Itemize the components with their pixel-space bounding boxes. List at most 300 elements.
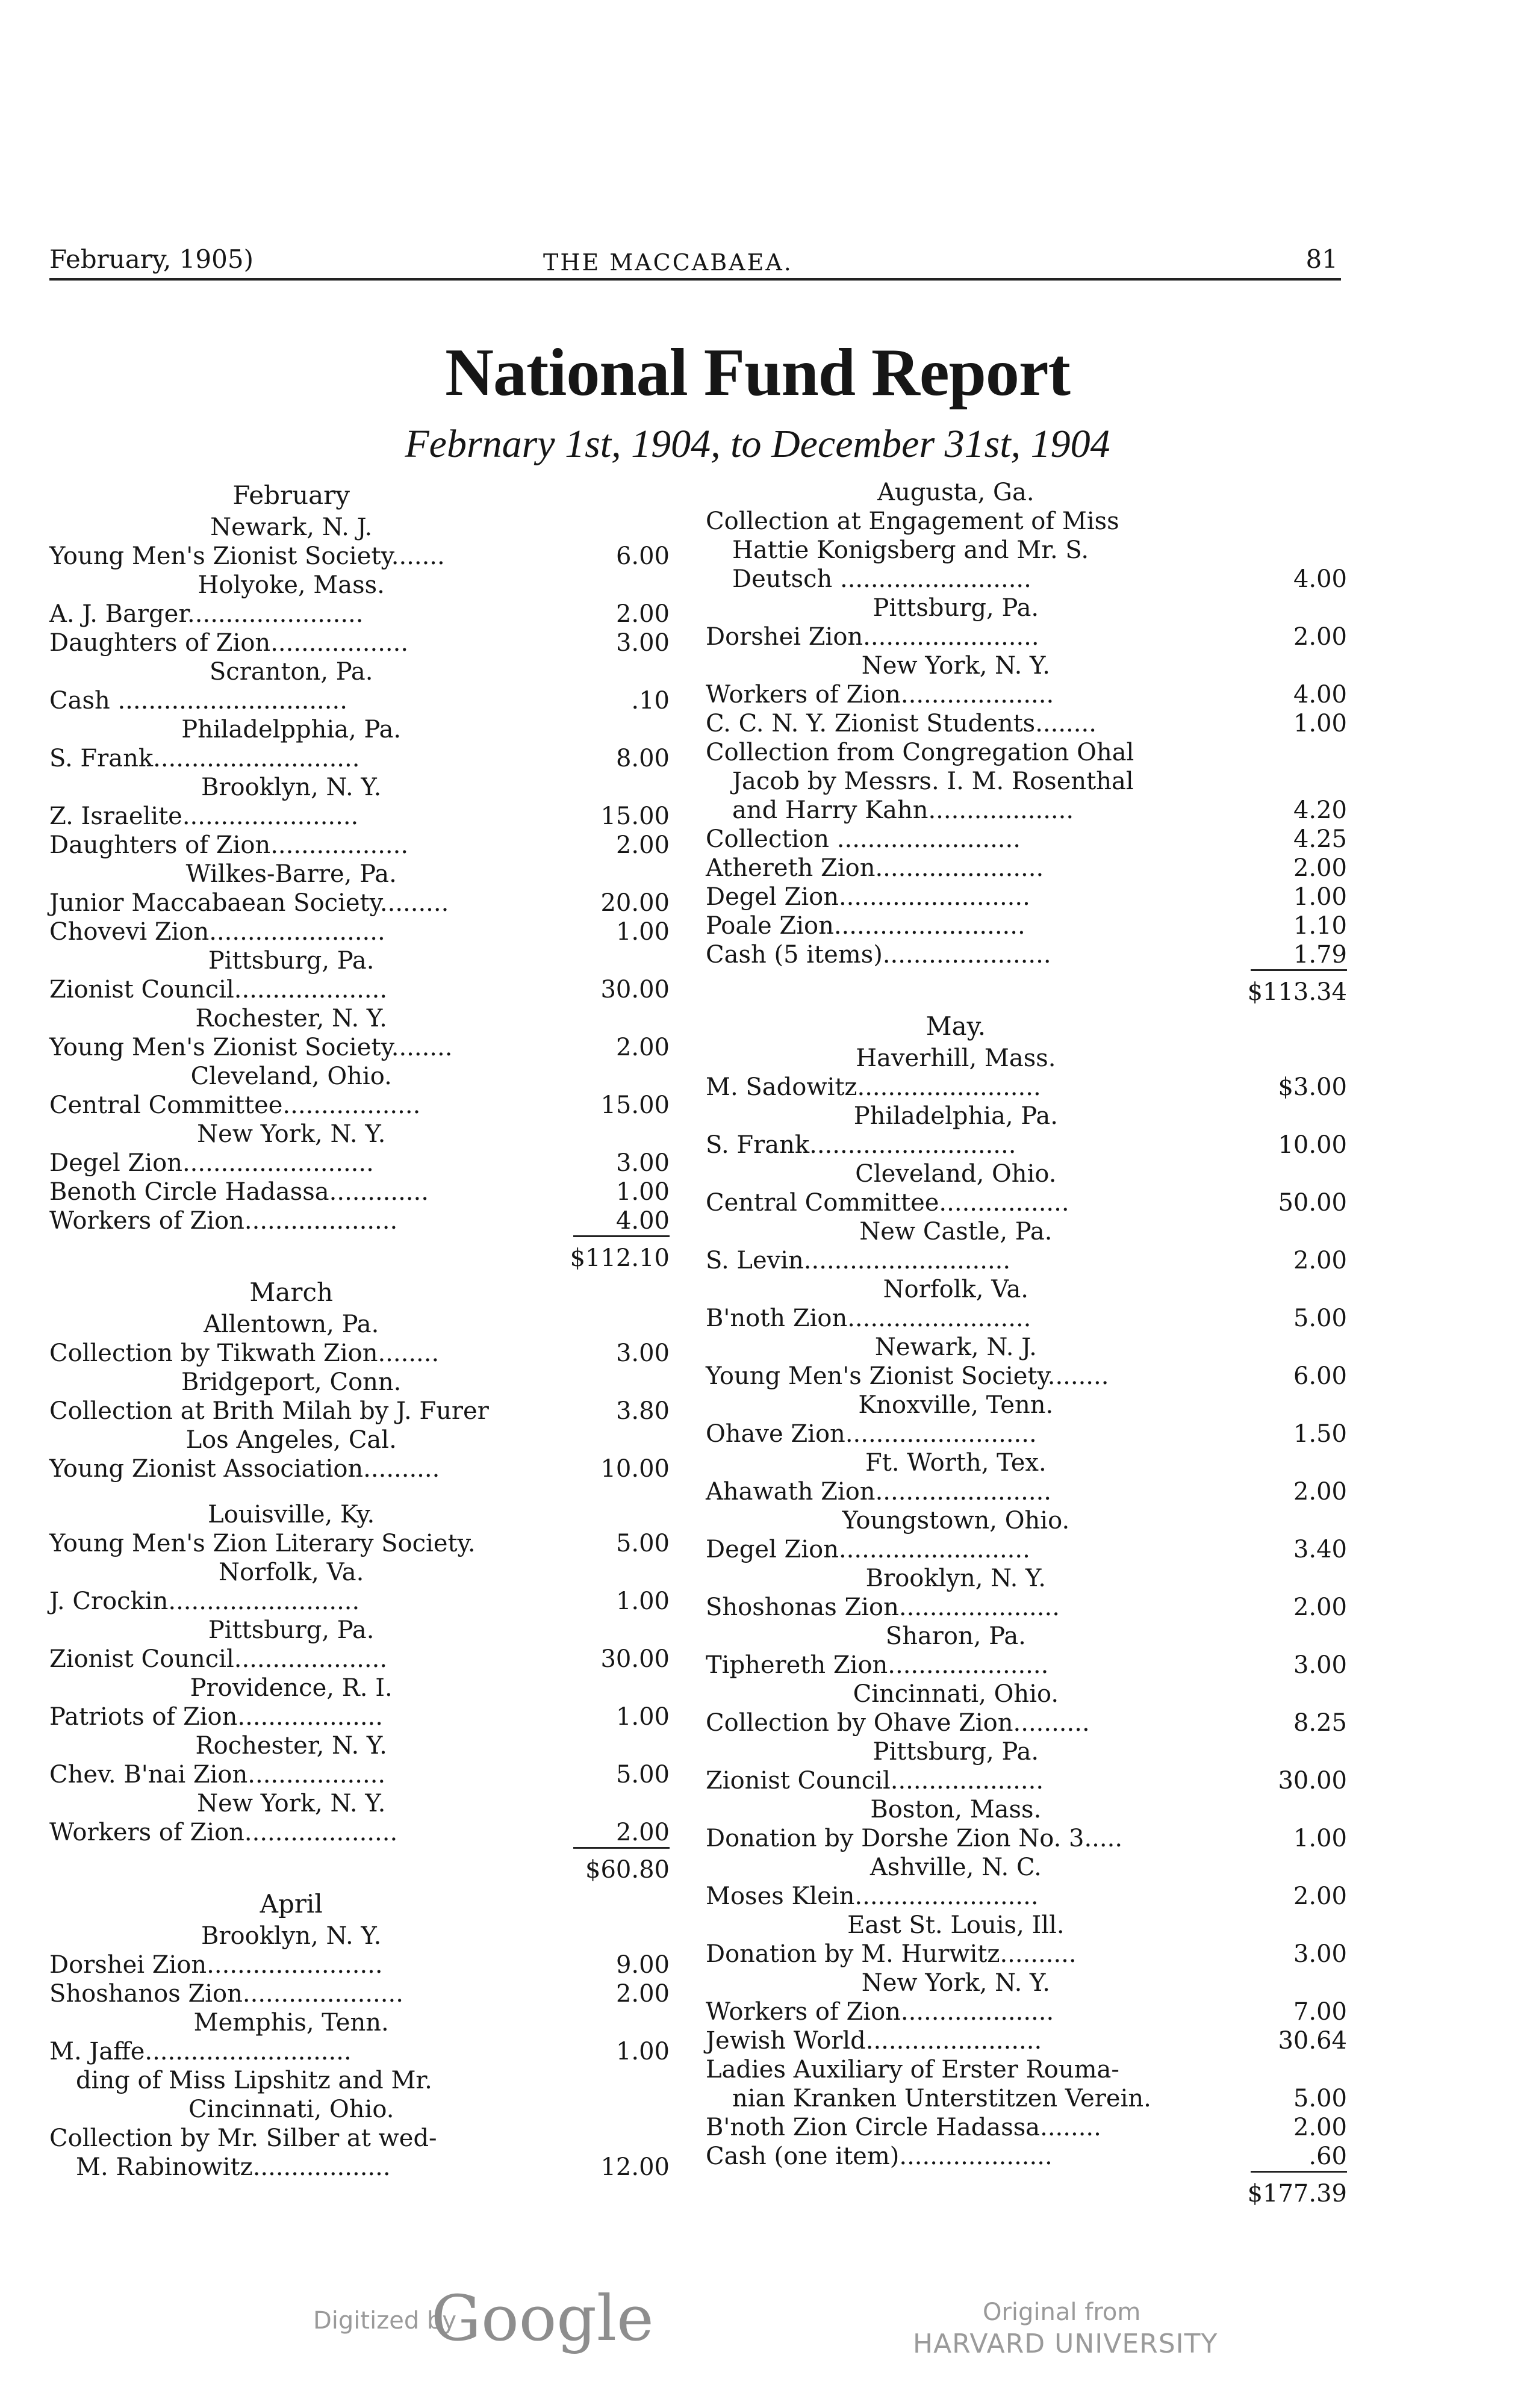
entry-label: Workers of Zion.................... xyxy=(49,1207,398,1235)
fund-entry xyxy=(49,1645,670,1674)
entry-amount: 3.00 xyxy=(1293,1651,1347,1679)
entry-label: S. Levin........................... xyxy=(706,1247,1011,1274)
entry-amount: 2.00 xyxy=(615,1819,670,1846)
entry-amount: 30.00 xyxy=(600,976,670,1004)
entry-amount: 2.00 xyxy=(1293,1593,1347,1621)
fund-entry xyxy=(706,738,1347,767)
entry-amount: 5.00 xyxy=(1293,1305,1347,1332)
entry-amount: 8.25 xyxy=(1293,1709,1347,1737)
entry-label: Pittsburg, Pa. xyxy=(208,947,375,975)
fund-entry xyxy=(49,1760,670,1789)
fund-entry xyxy=(49,1702,670,1731)
entry-label: Deutsch ......................... xyxy=(732,565,1031,593)
entry-label: Collection by Mr. Silber at wed- xyxy=(49,2124,437,2152)
harvard-university-text: HARVARD UNIVERSITY xyxy=(913,2329,1218,2359)
entry-continuation xyxy=(706,565,1347,594)
entry-continuation xyxy=(706,796,1347,825)
entry-label: Philadelpphia, Pa. xyxy=(181,716,402,743)
entry-label: Brooklyn, N. Y. xyxy=(865,1565,1047,1592)
entry-amount: 1.00 xyxy=(615,2038,670,2065)
entry-amount: 4.00 xyxy=(1293,681,1347,709)
fund-entry xyxy=(49,628,670,657)
entry-label: Cleveland, Ohio. xyxy=(190,1063,392,1090)
left-column xyxy=(49,478,670,2182)
entry-label: May. xyxy=(925,1011,986,1041)
entry-amount: 3.00 xyxy=(615,1149,670,1177)
fund-entry xyxy=(49,1454,670,1483)
fund-entry xyxy=(49,1979,670,2008)
fund-entry xyxy=(706,940,1347,969)
entry-label: Sharon, Pa. xyxy=(885,1622,1026,1650)
entry-label: New York, N. Y. xyxy=(861,1969,1050,1997)
entry-label: Daughters of Zion.................. xyxy=(49,831,409,859)
entry-label: New Castle, Pa. xyxy=(859,1218,1053,1246)
entry-amount: $3.00 xyxy=(1278,1073,1347,1101)
fund-entry xyxy=(706,507,1347,536)
place-heading xyxy=(49,1922,670,1950)
place-heading xyxy=(49,1368,670,1397)
entry-amount: 1.00 xyxy=(615,1178,670,1206)
place-heading xyxy=(49,1731,670,1760)
place-heading xyxy=(706,1275,1347,1304)
entry-label: Shoshonas Zion..................... xyxy=(706,1593,1060,1621)
entry-amount: 4.20 xyxy=(1293,796,1347,824)
entry-label: M. Sadowitz........................ xyxy=(706,1073,1041,1101)
fund-entry xyxy=(49,542,670,571)
entry-label: Cleveland, Ohio. xyxy=(855,1160,1057,1188)
entry-continuation xyxy=(706,2084,1347,2113)
entry-label: Chovevi Zion....................... xyxy=(49,918,385,946)
entry-label: and Harry Kahn................... xyxy=(732,796,1074,824)
fund-entry xyxy=(706,1073,1347,1102)
entry-label: Degel Zion......................... xyxy=(706,1536,1030,1563)
fund-entry xyxy=(49,1950,670,1979)
fund-entry xyxy=(49,802,670,831)
entry-label: Moses Klein........................ xyxy=(706,1882,1039,1910)
entry-label: Memphis, Tenn. xyxy=(193,2009,389,2037)
entry-label: Z. Israelite....................... xyxy=(49,802,359,830)
entry-label: S. Frank........................... xyxy=(49,745,360,772)
entry-label: Hattie Konigsberg and Mr. S. xyxy=(732,536,1089,564)
entry-amount: 15.00 xyxy=(600,1091,670,1119)
entry-label: Cash (one item).................... xyxy=(706,2143,1053,2170)
entry-label: New York, N. Y. xyxy=(197,1120,386,1148)
entry-label: Dorshei Zion....................... xyxy=(49,1951,383,1979)
place-heading xyxy=(706,1737,1347,1766)
place-heading xyxy=(706,1622,1347,1651)
fund-entry xyxy=(49,2037,670,2066)
fund-entry xyxy=(49,1178,670,1206)
entry-label: Chev. B'nai Zion.................. xyxy=(49,1761,386,1789)
entry-amount: 1.00 xyxy=(615,1587,670,1615)
month-heading xyxy=(49,1275,670,1310)
fund-entry xyxy=(706,1131,1347,1159)
place-heading xyxy=(49,1674,670,1702)
entry-amount: 2.00 xyxy=(615,1980,670,2008)
entry-label: Norfolk, Va. xyxy=(219,1559,364,1586)
fund-entry xyxy=(706,1188,1347,1217)
entry-amount: 6.00 xyxy=(615,542,670,570)
entry-amount: 30.64 xyxy=(1278,2027,1347,2055)
entry-label: Collection ........................ xyxy=(706,825,1021,853)
fund-entry xyxy=(706,709,1347,738)
header-rule xyxy=(49,278,1341,281)
place-heading xyxy=(49,657,670,686)
fund-entry xyxy=(706,854,1347,883)
entry-label: Daughters of Zion.................. xyxy=(49,629,409,657)
entry-label: Allentown, Pa. xyxy=(204,1311,379,1338)
entry-label: A. J. Barger....................... xyxy=(49,600,364,628)
place-heading xyxy=(49,1062,670,1091)
entry-label: Rochester, N. Y. xyxy=(195,1732,387,1760)
digitized-by-text: Digitized by xyxy=(313,2307,456,2335)
fund-entry xyxy=(706,1997,1347,2026)
entry-label: Workers of Zion.................... xyxy=(706,1998,1054,2026)
place-heading xyxy=(706,1853,1347,1882)
entry-label: Central Committee.................. xyxy=(49,1091,421,1119)
fund-entry xyxy=(49,686,670,715)
entry-amount: 4.00 xyxy=(615,1207,670,1235)
entry-amount: 1.79 xyxy=(1293,941,1347,969)
entry-label: Ohave Zion......................... xyxy=(706,1420,1037,1448)
entry-amount: 2.00 xyxy=(1293,1247,1347,1274)
entry-label: M. Jaffe........................... xyxy=(49,2038,352,2065)
entry-amount: 3.00 xyxy=(615,629,670,657)
place-heading xyxy=(706,1448,1347,1477)
entry-amount: 3.00 xyxy=(1293,1940,1347,1968)
entry-amount: 30.00 xyxy=(600,1645,670,1673)
place-heading xyxy=(49,1500,670,1529)
page-number: 81 xyxy=(1305,244,1338,274)
entry-amount: 3.00 xyxy=(615,1339,670,1367)
entry-label: Donation by M. Hurwitz.......... xyxy=(706,1940,1077,1968)
entry-label: Knoxville, Tenn. xyxy=(858,1391,1054,1419)
entry-amount: 2.00 xyxy=(615,1034,670,1061)
entry-amount: 2.00 xyxy=(1293,2114,1347,2141)
month-total xyxy=(49,1235,670,1275)
fund-entry xyxy=(706,1882,1347,1911)
entry-label: Patriots of Zion................... xyxy=(49,1703,383,1731)
fund-entry xyxy=(706,1651,1347,1680)
right-column xyxy=(706,478,1347,2211)
fund-entry xyxy=(706,2026,1347,2055)
month-heading xyxy=(706,1009,1347,1044)
entry-label: Haverhill, Mass. xyxy=(856,1044,1056,1072)
entry-label: Newark, N. J. xyxy=(874,1333,1037,1361)
entry-label: Los Angeles, Cal. xyxy=(185,1426,397,1454)
entry-amount: 1.00 xyxy=(615,918,670,946)
fund-entry xyxy=(49,744,670,773)
fund-entry xyxy=(49,600,670,628)
total-amount: $177.39 xyxy=(1247,2180,1347,2208)
entry-amount: 1.50 xyxy=(1293,1420,1347,1448)
entry-label: Rochester, N. Y. xyxy=(195,1005,387,1032)
entry-label: New York, N. Y. xyxy=(197,1790,386,1817)
entry-amount: .60 xyxy=(1308,2143,1347,2170)
fund-entry xyxy=(706,1593,1347,1622)
entry-label: New York, N. Y. xyxy=(861,652,1050,680)
entry-label: Zionist Council.................... xyxy=(49,976,388,1004)
entry-label: Collection by Ohave Zion.......... xyxy=(706,1709,1090,1737)
entry-label: B'noth Zion........................ xyxy=(706,1305,1031,1332)
entry-label: Cash (5 items)...................... xyxy=(706,941,1051,969)
entry-label: Degel Zion......................... xyxy=(706,883,1030,911)
original-from-text: Original from xyxy=(983,2298,1141,2326)
entry-amount: 2.00 xyxy=(1293,854,1347,882)
fund-entry xyxy=(49,1091,670,1120)
place-heading xyxy=(49,1616,670,1645)
entry-label: Zionist Council.................... xyxy=(49,1645,388,1673)
place-heading xyxy=(706,651,1347,680)
entry-label: Norfolk, Va. xyxy=(883,1276,1028,1303)
place-heading xyxy=(706,594,1347,622)
entry-continuation xyxy=(49,2153,670,2182)
entry-continuation xyxy=(49,2066,670,2095)
entry-amount: 2.00 xyxy=(1293,623,1347,651)
place-heading xyxy=(49,1789,670,1818)
entry-label: Collection from Congregation Ohal xyxy=(706,739,1134,766)
entry-label: Collection by Tikwath Zion........ xyxy=(49,1339,440,1367)
entry-label: Bridgeport, Conn. xyxy=(181,1368,402,1396)
fund-entry xyxy=(49,1818,670,1847)
entry-amount: 5.00 xyxy=(615,1530,670,1557)
entry-label: Junior Maccabaean Society......... xyxy=(49,889,449,917)
fund-entry xyxy=(706,883,1347,911)
entry-label: Young Men's Zionist Society........ xyxy=(49,1034,453,1061)
fund-entry xyxy=(706,2055,1347,2084)
entry-label: Workers of Zion.................... xyxy=(706,681,1054,709)
place-heading xyxy=(49,1120,670,1149)
entry-amount: 1.10 xyxy=(1293,912,1347,940)
entry-label: Wilkes-Barre, Pa. xyxy=(185,860,397,888)
entry-amount: 4.25 xyxy=(1293,825,1347,853)
month-total xyxy=(706,969,1347,1009)
entry-amount: 1.00 xyxy=(1293,1825,1347,1852)
entry-amount: 10.00 xyxy=(600,1455,670,1483)
entry-amount: .10 xyxy=(631,687,670,715)
entry-label: Brooklyn, N. Y. xyxy=(201,774,382,801)
entry-label: Young Men's Zionist Society....... xyxy=(49,542,445,570)
place-heading xyxy=(49,513,670,542)
place-heading xyxy=(706,1680,1347,1708)
month-total xyxy=(49,1847,670,1887)
entry-label: Boston, Mass. xyxy=(870,1796,1042,1823)
fund-entry xyxy=(706,1477,1347,1506)
entry-label: Dorshei Zion....................... xyxy=(706,623,1039,651)
entry-amount: 1.00 xyxy=(1293,883,1347,911)
entry-label: Collection at Brith Milah by J. Furer xyxy=(49,1397,489,1425)
fund-entry xyxy=(706,1535,1347,1564)
entry-amount: 8.00 xyxy=(615,745,670,772)
fund-entry xyxy=(49,1149,670,1178)
entry-continuation xyxy=(706,767,1347,796)
issue-date: February, 1905) xyxy=(49,244,254,274)
entry-label: Cincinnati, Ohio. xyxy=(853,1680,1059,1708)
place-heading xyxy=(706,1911,1347,1940)
fund-entry xyxy=(706,1246,1347,1275)
entry-amount: 6.00 xyxy=(1293,1362,1347,1390)
fund-entry xyxy=(706,2113,1347,2142)
total-amount: $60.80 xyxy=(585,1856,670,1884)
fund-entry xyxy=(706,1766,1347,1795)
entry-label: Ladies Auxiliary of Erster Rouma- xyxy=(706,2056,1119,2084)
journal-name: THE MACCABAEA. xyxy=(543,249,793,276)
place-heading xyxy=(706,1795,1347,1824)
entry-label: M. Rabinowitz.................. xyxy=(76,2153,391,2181)
entry-amount: 10.00 xyxy=(1278,1131,1347,1159)
fund-entry xyxy=(706,1824,1347,1853)
entry-label: Poale Zion......................... xyxy=(706,912,1025,940)
fund-entry xyxy=(49,1587,670,1616)
entry-label: February xyxy=(232,480,350,510)
place-heading xyxy=(49,1310,670,1339)
place-heading xyxy=(49,1558,670,1587)
entry-label: East St. Louis, Ill. xyxy=(847,1911,1065,1939)
entry-amount: 12.00 xyxy=(600,2153,670,2181)
fund-entry xyxy=(706,1420,1347,1448)
entry-label: Holyoke, Mass. xyxy=(198,571,385,599)
place-heading xyxy=(49,571,670,600)
google-logo: Google xyxy=(431,2282,654,2355)
entry-label: B'noth Zion Circle Hadassa........ xyxy=(706,2114,1101,2141)
place-heading xyxy=(49,715,670,744)
total-amount: $113.34 xyxy=(1247,978,1347,1006)
entry-amount: 9.00 xyxy=(615,1951,670,1979)
place-heading xyxy=(706,478,1347,507)
entry-amount: 1.00 xyxy=(1293,710,1347,737)
entry-label: Workers of Zion.................... xyxy=(49,1819,398,1846)
month-heading xyxy=(49,1887,670,1922)
fund-entry xyxy=(49,917,670,946)
entry-label: Scranton, Pa. xyxy=(209,658,373,686)
fund-entry xyxy=(706,1940,1347,1969)
place-heading xyxy=(49,860,670,889)
fund-entry xyxy=(49,975,670,1004)
fund-entry xyxy=(49,1529,670,1558)
place-heading xyxy=(706,1102,1347,1131)
place-heading xyxy=(706,1391,1347,1420)
place-heading xyxy=(49,946,670,975)
entry-label: Ashville, N. C. xyxy=(869,1854,1042,1881)
place-heading xyxy=(49,1004,670,1033)
entry-label: Tiphereth Zion..................... xyxy=(706,1651,1049,1679)
entry-amount: 7.00 xyxy=(1293,1998,1347,2026)
entry-label: nian Kranken Unterstitzen Verein. xyxy=(732,2085,1151,2112)
total-amount: $112.10 xyxy=(570,1244,670,1272)
entry-label: Pittsburg, Pa. xyxy=(873,1738,1039,1766)
entry-label: Philadelphia, Pa. xyxy=(853,1102,1058,1130)
entry-label: C. C. N. Y. Zionist Students........ xyxy=(706,710,1097,737)
place-heading xyxy=(706,1564,1347,1593)
fund-entry xyxy=(706,1708,1347,1737)
place-heading xyxy=(706,1506,1347,1535)
entry-amount: 4.00 xyxy=(1293,565,1347,593)
fund-entry xyxy=(49,2124,670,2153)
place-heading xyxy=(49,2008,670,2037)
report-subtitle: Febrnary 1st, 1904, to December 31st, 1904 xyxy=(405,422,1110,466)
page-header xyxy=(49,232,1338,282)
spacer xyxy=(49,1483,670,1500)
entry-label: Youngstown, Ohio. xyxy=(842,1507,1070,1534)
entry-label: Collection at Engagement of Miss xyxy=(706,507,1119,535)
entry-label: Jewish World....................... xyxy=(706,2027,1042,2055)
entry-amount: 1.00 xyxy=(615,1703,670,1731)
entry-label: Brooklyn, N. Y. xyxy=(201,1922,382,1950)
fund-entry xyxy=(49,831,670,860)
entry-label: April xyxy=(260,1889,323,1919)
entry-amount: 15.00 xyxy=(600,802,670,830)
entry-label: Jacob by Messrs. I. M. Rosenthal xyxy=(732,768,1134,795)
entry-label: Cincinnati, Ohio. xyxy=(188,2096,394,2123)
scan-footer xyxy=(0,2282,1515,2360)
fund-entry xyxy=(706,911,1347,940)
month-total xyxy=(706,2171,1347,2211)
entry-label: Louisville, Ky. xyxy=(208,1501,375,1528)
fund-entry xyxy=(706,1304,1347,1333)
entry-label: Young Men's Zionist Society........ xyxy=(706,1362,1109,1390)
entry-amount: 2.00 xyxy=(1293,1882,1347,1910)
fund-entry xyxy=(706,680,1347,709)
entry-amount: 3.80 xyxy=(615,1397,670,1425)
entry-label: Donation by Dorshe Zion No. 3..... xyxy=(706,1825,1123,1852)
entry-label: Athereth Zion...................... xyxy=(706,854,1044,882)
place-heading xyxy=(706,1969,1347,1997)
entry-amount: 20.00 xyxy=(600,889,670,917)
entry-amount: 2.00 xyxy=(615,831,670,859)
entry-label: J. Crockin......................... xyxy=(49,1587,360,1615)
fund-entry xyxy=(706,1362,1347,1391)
entry-label: Augusta, Ga. xyxy=(877,479,1034,506)
entry-label: March xyxy=(249,1277,334,1307)
entry-label: Pittsburg, Pa. xyxy=(208,1616,375,1644)
entry-amount: 2.00 xyxy=(1293,1478,1347,1506)
entry-label: Providence, R. I. xyxy=(190,1674,393,1702)
fund-entry xyxy=(706,622,1347,651)
entry-label: Central Committee................. xyxy=(706,1189,1069,1217)
entry-label: Ft. Worth, Tex. xyxy=(865,1449,1047,1477)
place-heading xyxy=(706,1159,1347,1188)
entry-label: Pittsburg, Pa. xyxy=(873,594,1039,622)
entry-label: Shoshanos Zion..................... xyxy=(49,1980,403,2008)
entry-amount: 50.00 xyxy=(1278,1189,1347,1217)
entry-amount: 30.00 xyxy=(1278,1767,1347,1795)
place-heading xyxy=(706,1217,1347,1246)
entry-label: Cash .............................. xyxy=(49,687,347,715)
place-heading xyxy=(49,1426,670,1454)
entry-label: Ahawath Zion....................... xyxy=(706,1478,1052,1506)
fund-entry xyxy=(49,889,670,917)
month-heading xyxy=(49,478,670,513)
fund-entry xyxy=(49,1339,670,1368)
place-heading xyxy=(706,1333,1347,1362)
entry-amount: 2.00 xyxy=(615,600,670,628)
entry-continuation xyxy=(706,536,1347,565)
entry-label: Young Men's Zion Literary Society. xyxy=(49,1530,476,1557)
entry-amount: 5.00 xyxy=(1293,2085,1347,2112)
place-heading xyxy=(49,2095,670,2124)
entry-label: Degel Zion......................... xyxy=(49,1149,374,1177)
entry-label: Young Zionist Association.......... xyxy=(49,1455,440,1483)
fund-entry xyxy=(49,1397,670,1426)
fund-entry xyxy=(49,1033,670,1062)
report-title: National Fund Report xyxy=(445,335,1070,410)
place-heading xyxy=(706,1044,1347,1073)
entry-label: Zionist Council.................... xyxy=(706,1767,1044,1795)
fund-entry xyxy=(706,2142,1347,2171)
entry-label: S. Frank........................... xyxy=(706,1131,1016,1159)
entry-label: ding of Miss Lipshitz and Mr. xyxy=(76,2067,432,2094)
place-heading xyxy=(49,773,670,802)
